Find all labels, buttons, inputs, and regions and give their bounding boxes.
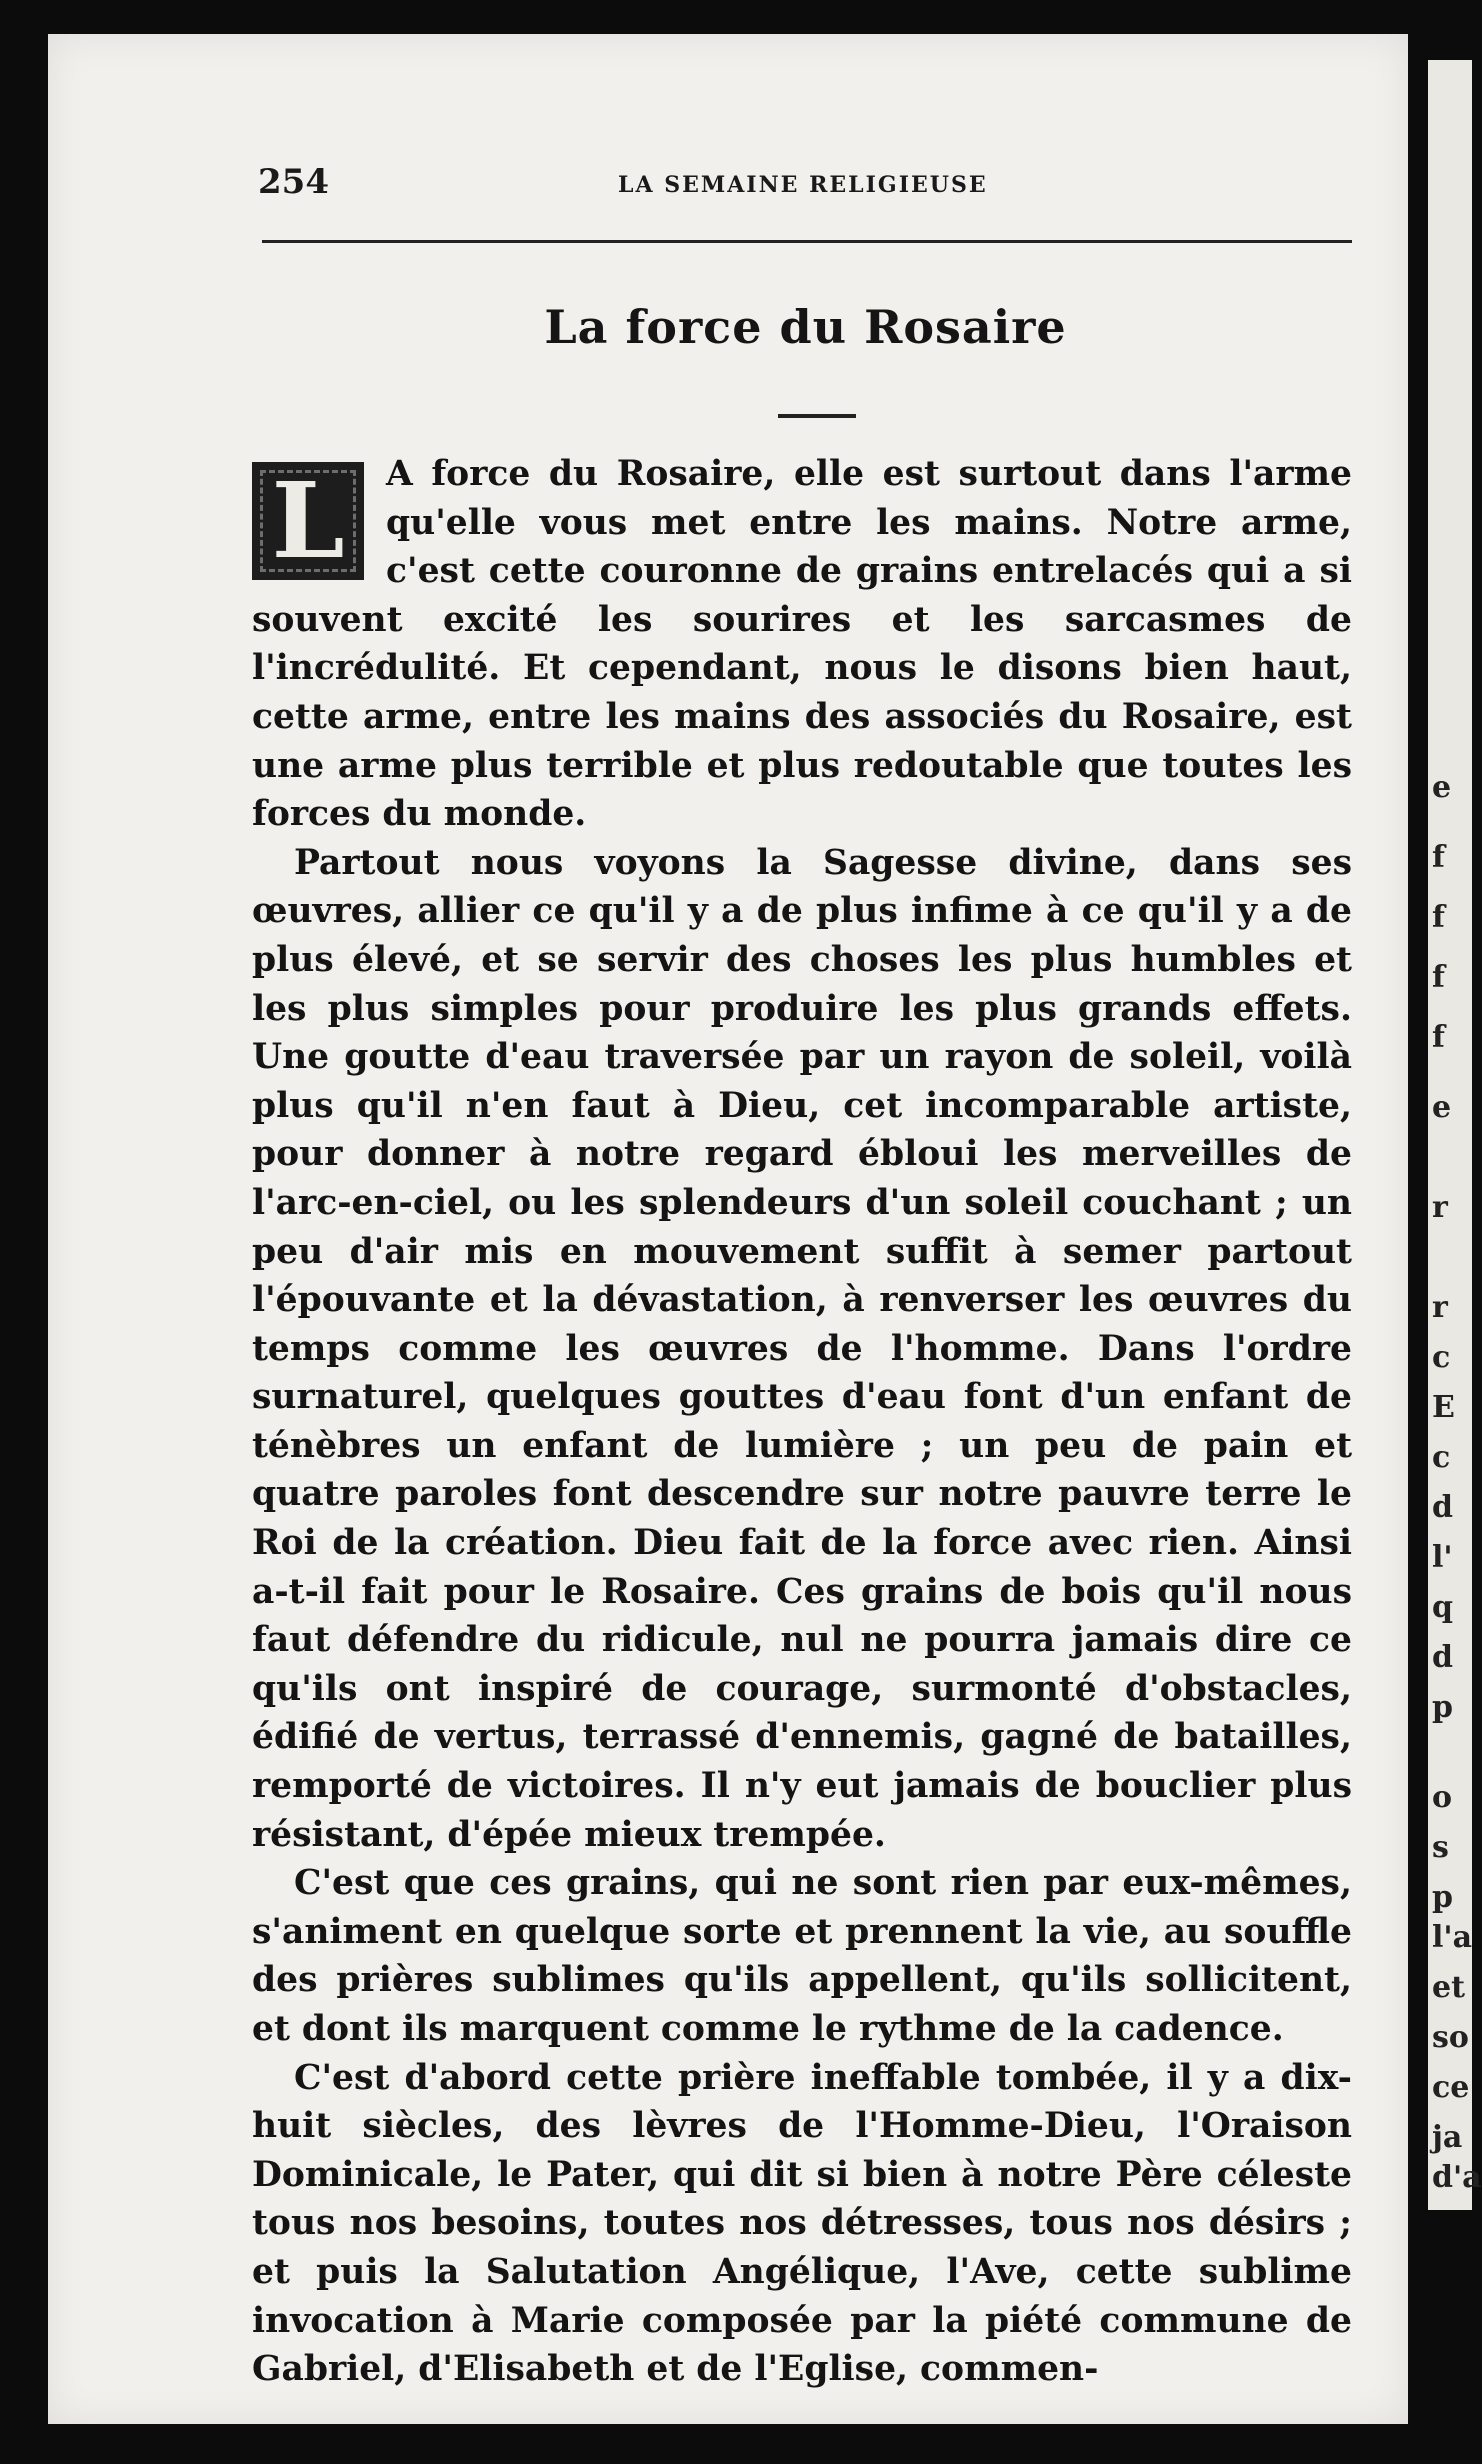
article-body xyxy=(252,450,1352,2394)
article-title: La force du Rosaire xyxy=(544,300,1067,354)
adjacent-page-letter: c xyxy=(1432,1340,1451,1375)
adjacent-page-letter: f xyxy=(1432,960,1445,995)
paragraph: C'est d'abord cette prière ineffable tombée, il y a dix-huit siècles, des lèvres de l'Homme-Dieu, l'Oraison Dominicale, le Pater, qui dit si bien à notre Père céleste tous nos besoins, toutes nos détresses, tous nos désirs ; et puis la Salutation Angélique, l'Ave, cette sublime invocation à Marie composée par la piété commune de Gabriel, d'Elisabeth et de l'Eglise, commen- xyxy=(252,2057,1352,2390)
adjacent-page-letter: f xyxy=(1432,900,1445,935)
adjacent-page-letter: s xyxy=(1432,1830,1449,1865)
paragraph: C'est que ces grains, qui ne sont rien par eux-mêmes, s'animent en quelque sorte et prennent la vie, au souffle des prières sublimes qu'ils appellent, qu'ils sollicitent, et dont ils marquent comme le rythme de la cadence. xyxy=(252,1863,1352,2049)
paragraph-text: A force du Rosaire, elle est surtout dans l'arme qu'elle vous met entre les mains. Notre arme, c'est cette couronne de grains entrelacés qui a si souvent excité les sourires et les sarcasmes de l'incrédulité. Et cependant, nous le disons bien haut, cette arme, entre les mains des associés du Rosaire, est une arme plus terrible et plus redoutable que toutes les forces du monde. xyxy=(252,454,1352,835)
adjacent-page-letter: e xyxy=(1432,1090,1452,1125)
paragraph: Partout nous voyons la Sagesse divine, dans ses œuvres, allier ce qu'il y a de plus infime à ce qu'il y a de plus élevé, et se servir des choses les plus humbles et les plus simples pour produire les plus grands effets. Une goutte d'eau traversée par un rayon de soleil, voilà plus qu'il n'en faut à Dieu, cet incomparable artiste, pour donner à notre regard ébloui les merveilles de l'arc-en-ciel, ou les splendeurs d'un soleil couchant ; un peu d'air mis en mouvement suffit à semer partout l'épouvante et la dévastation, à renverser les œuvres du temps comme les œuvres de l'homme. Dans l'ordre surnaturel, quelques gouttes d'eau font d'un enfant de ténèbres un enfant de lumière ; un peu de pain et quatre paroles font descendre sur notre pauvre terre le Roi de la création. Dieu fait de la force avec rien. Ainsi a-t-il fait pour le Rosaire. Ces grains de bois qu'il nous faut défendre du ridicule, nul ne pourra jamais dire ce qu'ils ont inspiré de courage, surmonté d'obstacles, édifié de vertus, terrassé d'ennemis, gagné de batailles, remporté de victoires. Il n'y eut jamais de bouclier plus résistant, d'épée mieux trempée. xyxy=(252,842,1352,1855)
adjacent-page-letter: l' xyxy=(1432,1540,1453,1575)
adjacent-page-letter: r xyxy=(1432,1290,1448,1325)
header-rule xyxy=(262,240,1352,243)
title-separator xyxy=(778,414,856,418)
drop-cap-initial xyxy=(252,459,364,582)
page-header xyxy=(258,162,1353,212)
running-head: LA SEMAINE RELIGIEUSE xyxy=(618,172,988,198)
drop-cap-letter: L xyxy=(271,459,345,582)
adjacent-page-letter: p xyxy=(1432,1690,1453,1725)
page-number: 254 xyxy=(258,162,329,202)
adjacent-page-letter: r xyxy=(1432,1190,1448,1225)
adjacent-page-letter: ja xyxy=(1432,2120,1463,2155)
adjacent-page-letter: o xyxy=(1432,1780,1453,1815)
adjacent-page-letter: E xyxy=(1432,1390,1455,1425)
adjacent-page-letter: e xyxy=(1432,770,1452,805)
adjacent-page-letter: so xyxy=(1432,2020,1469,2055)
adjacent-page-letter: d'a xyxy=(1432,2160,1482,2195)
adjacent-page-letter: l'a xyxy=(1432,1920,1473,1955)
adjacent-page-letter: f xyxy=(1432,1020,1445,1055)
adjacent-page-letter: ce xyxy=(1432,2070,1470,2105)
adjacent-page-letter: d xyxy=(1432,1490,1453,1525)
adjacent-page-letter: et xyxy=(1432,1970,1465,2005)
adjacent-page-letter: d xyxy=(1432,1640,1453,1675)
paragraph xyxy=(252,450,1352,839)
adjacent-page-letter: c xyxy=(1432,1440,1451,1475)
adjacent-page-letter: f xyxy=(1432,840,1445,875)
adjacent-page-edge xyxy=(1428,60,1482,2210)
adjacent-page-letter: q xyxy=(1432,1590,1453,1625)
adjacent-page-letter: p xyxy=(1432,1880,1453,1915)
